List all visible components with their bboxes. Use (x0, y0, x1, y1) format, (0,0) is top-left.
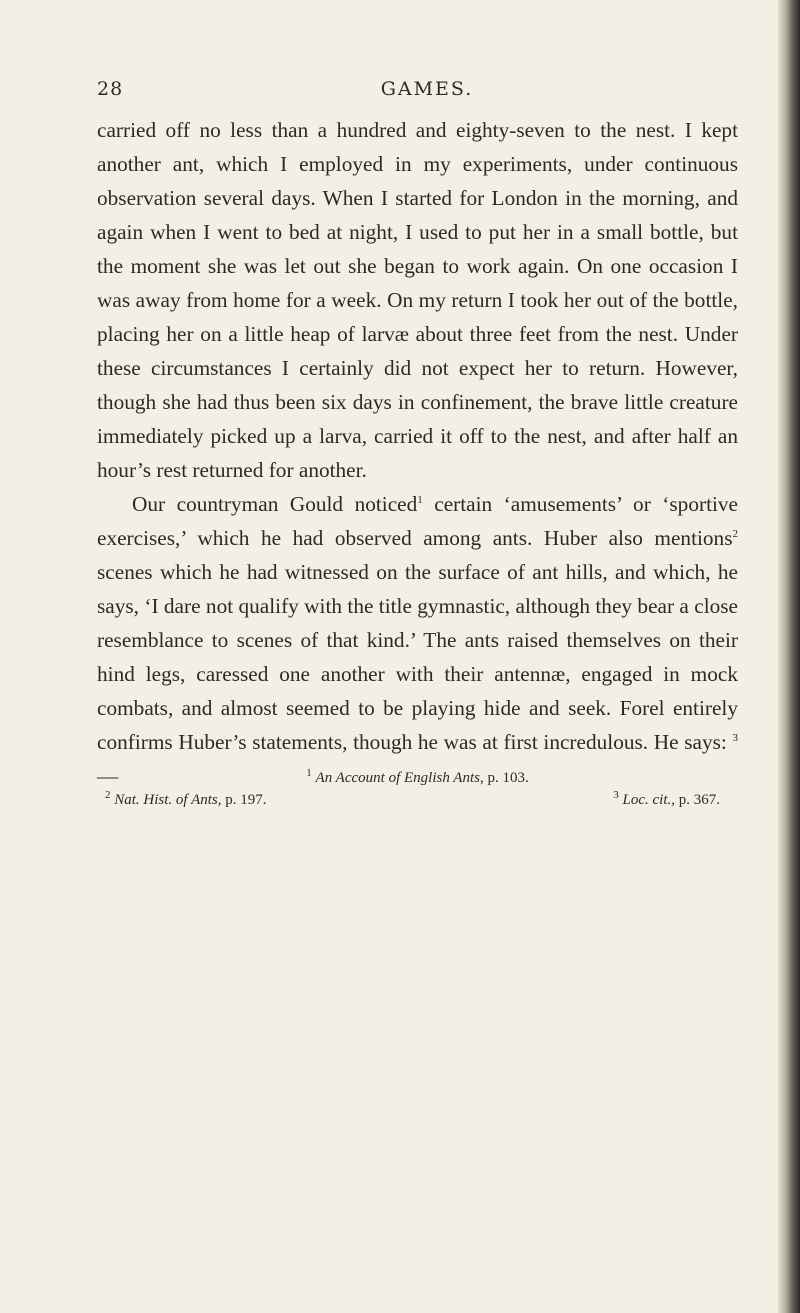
footnote-page: , p. 103. (479, 770, 529, 786)
paragraph: carried off no less than a hundred and eighty-seven to the nest. I kept another ant, which I employed in my experiments, under continuous observation several days. When I started for London in the morning, and again when I went to bed at night, I used to put her in a small bottle, but the moment she was let out she began to work again. On one occasion I was away from home for a week. On my return I took her out of the bottle, placing her on a little heap of larvæ about three feet from the nest. Under these circumstances I certainly did not expect her to return. However, though she had thus been six days in confinement, the brave little creature immediately picked up a larva, carried it off to the nest, and after half an hour’s rest returned for another. (97, 118, 738, 482)
footnote (105, 789, 267, 811)
footnote-ref: 1 (417, 493, 423, 506)
body-text (97, 113, 738, 793)
footnote-row (97, 789, 738, 811)
text-run: — (97, 764, 119, 788)
footnote-page: , p. 197. (217, 792, 267, 808)
text-run: certain ‘amusements’ or ‘sportive exercises,’ which he had observed among ants. Huber also mentions (97, 492, 738, 550)
text-run: scenes which he had witnessed on the surface of ant hills, and which, he says, ‘I dare not qualify with the title gymnastic, although they bear a close resemblance to scenes of that kind.’ The ants raised themselves on their hind legs, caressed one another with their antennæ, engaged in mock combats, and almost seemed to be playing hide and seek. Forel entirely confirms Huber’s statements, though he was at first incredulous. He says: (97, 560, 738, 754)
page-header (97, 78, 737, 108)
footnote (613, 789, 720, 811)
page-edge-shadow (778, 0, 800, 1313)
running-title: GAMES. (380, 78, 474, 100)
footnote-page: , p. 367. (671, 792, 720, 808)
footnotes (97, 767, 738, 811)
text-run: Our countryman Gould noticed (132, 492, 418, 516)
footnote-mark: 3 (613, 789, 619, 801)
footnote-title: Loc. cit. (622, 792, 672, 808)
footnote-title: Nat. Hist. of Ants (114, 792, 218, 808)
page-number: 28 (97, 78, 124, 100)
footnote-ref: 3 (732, 731, 738, 744)
paragraph (97, 487, 738, 793)
footnote-mark: 2 (105, 789, 111, 801)
footnote-title: An Account of English Ants (315, 770, 480, 786)
footnote (97, 767, 738, 789)
footnote-ref: 2 (732, 527, 738, 540)
footnote-mark: 1 (306, 767, 312, 779)
